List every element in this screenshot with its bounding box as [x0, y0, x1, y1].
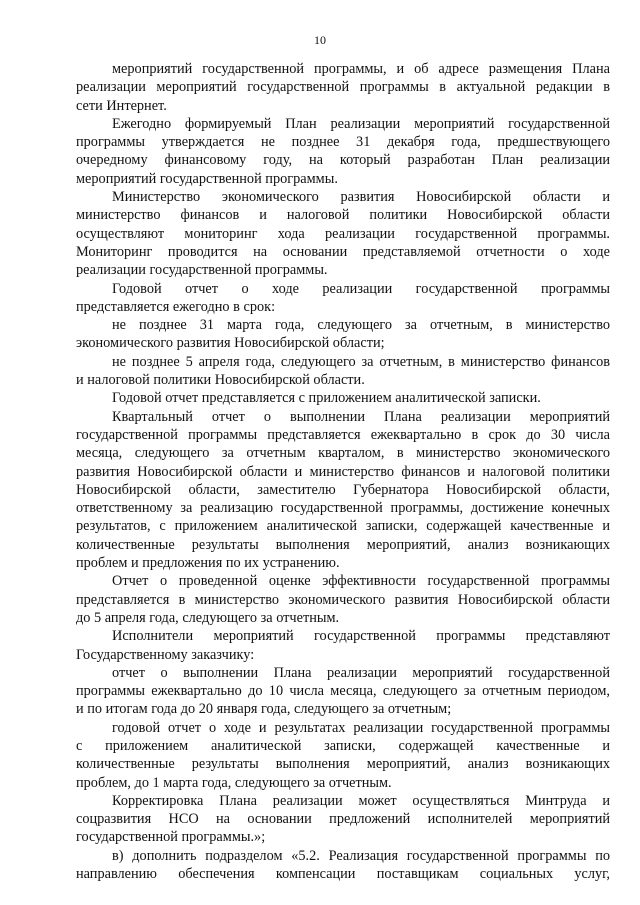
- text-line: Министерство экономического развития Новосибирской области и: [112, 189, 610, 206]
- text-line: не позднее 31 марта года, следующего за отчетным, в министерство: [112, 317, 610, 334]
- text-line: экономического развития Новосибирской области;: [76, 335, 385, 352]
- text-line: ответственному за реализацию государственной программы, достижение конечных: [76, 500, 610, 517]
- text-line: с приложением аналитической записки, содержащей качественные и: [76, 737, 610, 754]
- text-line: проблем, до 1 марта года, следующего за отчетным.: [76, 774, 392, 791]
- text-line: представляется ежегодно в срок:: [76, 298, 276, 315]
- paragraph: [76, 847, 610, 884]
- text-line: государственной программы.»;: [76, 829, 266, 846]
- paragraph: [76, 60, 610, 115]
- text-line: проблем и предложения по их устранению.: [76, 555, 340, 572]
- paragraph: [76, 572, 610, 627]
- document-body: [76, 60, 610, 883]
- paragraph: [76, 408, 610, 573]
- text-line: и по итогам года до 20 января года, следующего за отчетным;: [76, 701, 452, 718]
- text-line: Исполнители мероприятий государственной программы представляют: [112, 628, 610, 645]
- text-line: отчет о выполнении Плана реализации мероприятий государственной: [112, 664, 610, 681]
- text-line: реализации государственной программы.: [76, 262, 328, 279]
- text-line: количественные результаты выполнения мероприятий, анализ возникающих: [76, 536, 610, 553]
- text-line: не позднее 5 апреля года, следующего за отчетным, в министерство финансов: [112, 353, 610, 370]
- text-line: Отчет о проведенной оценке эффективности государственной программы: [112, 573, 610, 590]
- text-line: осуществляют мониторинг хода реализации государственной программы.: [76, 225, 610, 242]
- paragraph: [76, 389, 610, 407]
- paragraph: [76, 316, 610, 353]
- text-line: программы ежеквартально до 10 числа месяца, следующего за отчетным периодом,: [76, 683, 610, 700]
- paragraph: [76, 792, 610, 847]
- text-line: государственной программы представляется ежеквартально в срок до 30 числа: [76, 426, 610, 443]
- text-line: в) дополнить подразделом «5.2. Реализация государственной программы по: [112, 847, 610, 864]
- page-number: 10: [314, 33, 326, 47]
- text-line: и налоговой политики Новосибирской области.: [76, 372, 365, 389]
- text-line: месяца, следующего за отчетным кварталом, в министерство экономического: [76, 445, 610, 462]
- text-line: министерство финансов и налоговой политики Новосибирской области: [76, 207, 610, 224]
- text-line: Годовой отчет представляется с приложением аналитической записки.: [112, 390, 541, 407]
- paragraph: [76, 719, 610, 792]
- text-line: мероприятий государственной программы.: [76, 170, 338, 187]
- text-line: годовой отчет о ходе и результатах реализации государственной программы: [112, 719, 610, 736]
- text-line: Квартальный отчет о выполнении Плана реализации мероприятий: [112, 408, 610, 425]
- text-line: до 5 апреля года, следующего за отчетным.: [76, 609, 340, 626]
- text-line: Корректировка Плана реализации может осуществляться Минтруда и: [112, 792, 610, 809]
- text-line: Годовой отчет о ходе реализации государственной программы: [112, 280, 610, 297]
- paragraph: [76, 188, 610, 279]
- text-line: Новосибирской области, заместителю Губернатора Новосибирской области,: [76, 481, 610, 498]
- text-line: мероприятий государственной программы, и об адресе размещения Плана: [112, 61, 610, 77]
- text-line: реализации мероприятий государственной программы в актуальной редакции в: [76, 79, 610, 96]
- paragraph: [76, 353, 610, 390]
- text-line: Государственному заказчику:: [76, 646, 255, 663]
- paragraph: [76, 664, 610, 719]
- paragraph: [76, 115, 610, 188]
- text-line: направлению обеспечения компенсации поставщикам социальных услуг,: [76, 866, 610, 883]
- paragraph: [76, 280, 610, 317]
- text-line: результатов, с приложением аналитической записки, содержащей качественные и: [76, 518, 610, 535]
- text-line: программы утверждается не позднее 31 декабря года, предшествующего: [76, 134, 610, 151]
- text-line: очередному финансовому году, на который разработан План реализации: [76, 152, 610, 169]
- text-line: развития Новосибирской области и министерство финансов и налоговой политики: [76, 463, 610, 480]
- text-line: Ежегодно формируемый План реализации мероприятий государственной: [112, 115, 610, 132]
- paragraph: [76, 627, 610, 664]
- text-line: сети Интернет.: [76, 97, 167, 114]
- text-line: количественные результаты выполнения мероприятий, анализ возникающих: [76, 756, 610, 773]
- text-line: соцразвития НСО на основании предложений исполнителей мероприятий: [76, 811, 610, 828]
- text-line: Мониторинг проводится на основании представляемой отчетности о ходе: [76, 243, 610, 260]
- text-line: представляется в министерство экономического развития Новосибирской области: [76, 591, 610, 608]
